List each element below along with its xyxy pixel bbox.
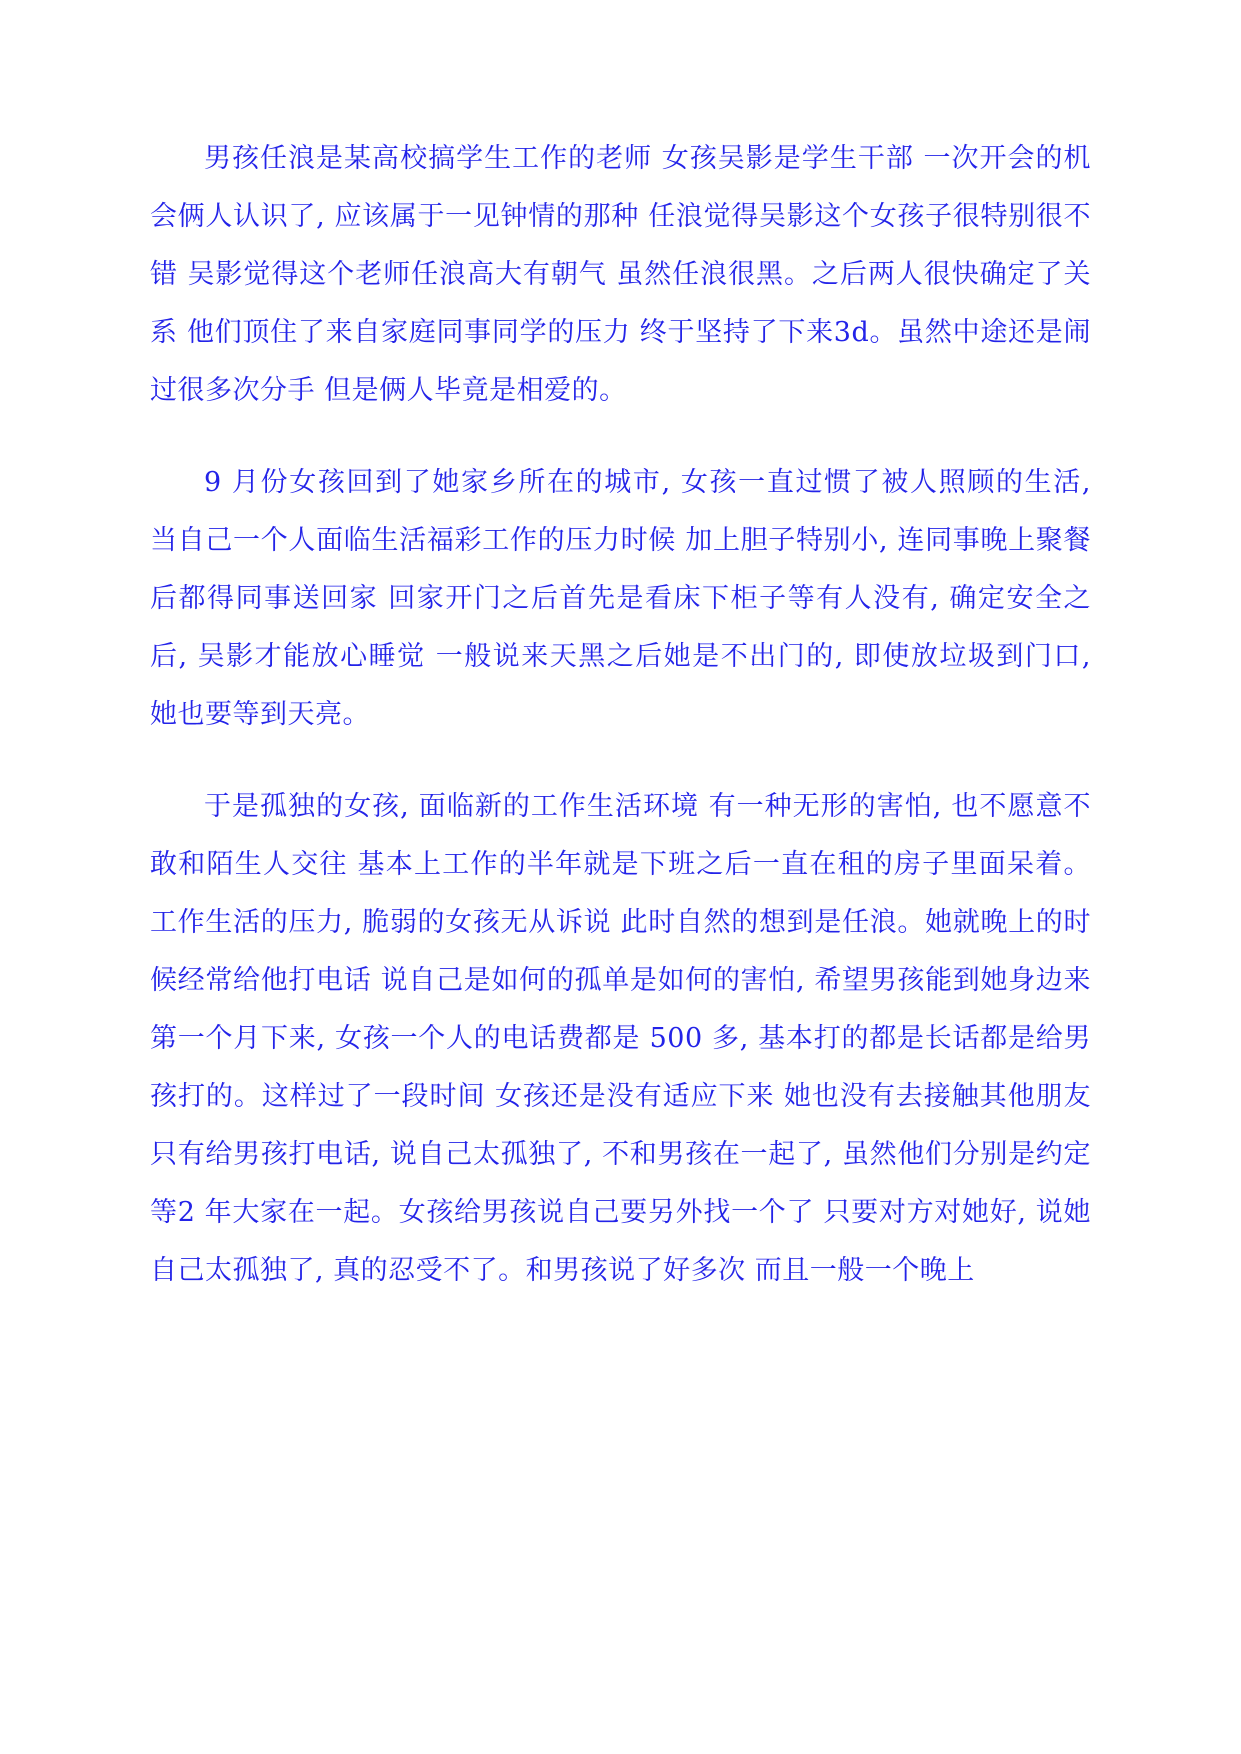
paragraph-3: 于是孤独的女孩, 面临新的工作生活环境 有一种无形的害怕, 也不愿意不敢和陌生人交往 基本上工作的半年就是下班之后一直在租的房子里面呆着。工作生活的压力, 脆弱的女孩无从诉说 此时自然的想到是任浪。她就晚上的时候经常给他打电话 说自己是如何的孤单是如何的害怕, 希望男孩能到她身边来 第一个月下来, 女孩一个人的电话费都是 500 多, 基本打的都是长话都是给男孩打的。这样过了一段时间 女孩还是没有适应下来 她也没有去接触其他朋友 只有给男孩打电话, 说自己太孤独了, 不和男孩在一起了, 虽然他们分别是约定等2 年大家在一起。女孩给男孩说自己要另外找一个了 只要对方对她好, 说她自己太孤独了, 真的忍受不了。和男孩说了好多次 而且一般一个晚上 (150, 791, 1101, 1286)
document-body (150, 130, 1101, 1300)
paragraph-1: 男孩任浪是某高校搞学生工作的老师 女孩吴影是学生干部 一次开会的机会俩人认识了, 应该属于一见钟情的那种 任浪觉得吴影这个女孩子很特别很不错 吴影觉得这个老师任浪高大有朝气 虽然任浪很黑。之后两人很快确定了关系 他们顶住了来自家庭同事同学的压力 终于坚持了下来3d。虽然中途还是闹过很多次分手 但是俩人毕竟是相爱的。 (150, 143, 1091, 406)
paragraph-2: 9 月份女孩回到了她家乡所在的城市, 女孩一直过惯了被人照顾的生活, 当自己一个人面临生活福彩工作的压力时候 加上胆子特别小, 连同事晚上聚餐后都得同事送回家 回家开门之后首先是看床下柜子等有人没有, 确定安全之后, 吴影才能放心睡觉 一般说来天黑之后她是不出门的, 即使放垃圾到门口, 她也要等到天亮。 (150, 467, 1101, 730)
